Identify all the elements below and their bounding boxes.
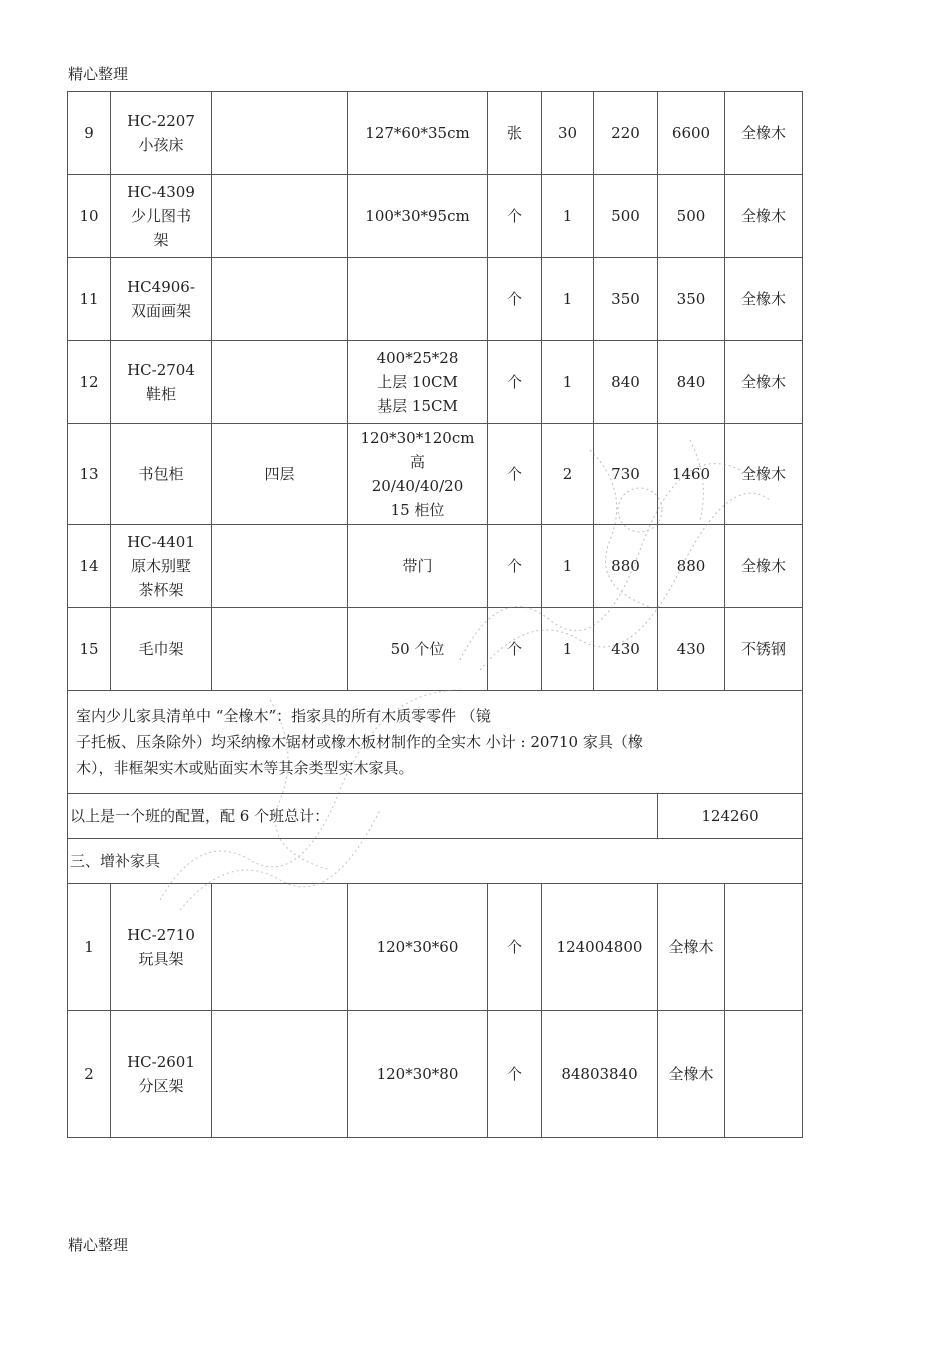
material-cell: 全橡木 bbox=[725, 175, 803, 258]
unit-cell: 个 bbox=[488, 175, 542, 258]
qty-cell: 1 bbox=[542, 175, 594, 258]
model-cell: 毛巾架 bbox=[111, 608, 212, 691]
qty-cell: 1 bbox=[542, 341, 594, 424]
model-cell: 书包柜 bbox=[111, 424, 212, 525]
qty-cell: 30 bbox=[542, 92, 594, 175]
qty-price-cell: 124004800 bbox=[542, 884, 658, 1011]
size-cell: 50 个位 bbox=[348, 608, 488, 691]
qty-cell: 2 bbox=[542, 424, 594, 525]
unit-cell: 个 bbox=[488, 341, 542, 424]
unit-cell: 个 bbox=[488, 884, 542, 1011]
size-cell bbox=[348, 258, 488, 341]
size-cell: 400*25*28 上层 10CM 基层 15CM bbox=[348, 341, 488, 424]
amount-cell: 6600 bbox=[658, 92, 725, 175]
material-cell: 不锈钢 bbox=[725, 608, 803, 691]
model-cell: HC-4309 少儿图书 架 bbox=[111, 175, 212, 258]
price-cell: 350 bbox=[594, 258, 658, 341]
page-footer: 精心整理 bbox=[68, 1236, 129, 1254]
table-row bbox=[68, 175, 803, 258]
empty-cell bbox=[725, 1011, 803, 1138]
furniture-table bbox=[67, 91, 803, 1138]
model-cell: HC-2704 鞋柜 bbox=[111, 341, 212, 424]
amount-cell: 840 bbox=[658, 341, 725, 424]
price-cell: 840 bbox=[594, 341, 658, 424]
model-cell: HC-4401 原木别墅 茶杯架 bbox=[111, 525, 212, 608]
table-row bbox=[68, 424, 803, 525]
size-cell: 120*30*80 bbox=[348, 1011, 488, 1138]
table-row bbox=[68, 1011, 803, 1138]
size-cell: 120*30*60 bbox=[348, 884, 488, 1011]
row-number: 15 bbox=[68, 608, 111, 691]
unit-cell: 个 bbox=[488, 1011, 542, 1138]
qty-price-cell: 84803840 bbox=[542, 1011, 658, 1138]
size-cell: 带门 bbox=[348, 525, 488, 608]
note-row bbox=[68, 691, 803, 794]
unit-cell: 个 bbox=[488, 608, 542, 691]
material-cell: 全橡木 bbox=[658, 884, 725, 1011]
price-cell: 880 bbox=[594, 525, 658, 608]
spec-cell bbox=[212, 92, 348, 175]
amount-cell: 1460 bbox=[658, 424, 725, 525]
page-header: 精心整理 bbox=[68, 65, 129, 83]
table-row bbox=[68, 608, 803, 691]
row-number: 12 bbox=[68, 341, 111, 424]
amount-cell: 880 bbox=[658, 525, 725, 608]
material-cell: 全橡木 bbox=[658, 1011, 725, 1138]
size-cell: 127*60*35cm bbox=[348, 92, 488, 175]
material-cell: 全橡木 bbox=[725, 341, 803, 424]
unit-cell: 个 bbox=[488, 258, 542, 341]
material-cell: 全橡木 bbox=[725, 258, 803, 341]
spec-cell bbox=[212, 525, 348, 608]
unit-cell: 个 bbox=[488, 424, 542, 525]
spec-cell: 四层 bbox=[212, 424, 348, 525]
spec-cell bbox=[212, 258, 348, 341]
table-row bbox=[68, 92, 803, 175]
note-line-2: 子托板、压条除外）均采纳橡木锯材或橡木板材制作的全实木 小计 : 20710 家具（橡 bbox=[76, 733, 643, 751]
amount-cell: 350 bbox=[658, 258, 725, 341]
amount-cell: 430 bbox=[658, 608, 725, 691]
total-row bbox=[68, 794, 803, 839]
qty-cell: 1 bbox=[542, 258, 594, 341]
material-cell: 全橡木 bbox=[725, 92, 803, 175]
qty-cell: 1 bbox=[542, 525, 594, 608]
row-number: 9 bbox=[68, 92, 111, 175]
row-number: 10 bbox=[68, 175, 111, 258]
row-number: 2 bbox=[68, 1011, 111, 1138]
size-cell: 120*30*120cm 高 20/40/40/20 15 柜位 bbox=[348, 424, 488, 525]
section-title: 三、增补家具 bbox=[68, 839, 803, 884]
unit-cell: 个 bbox=[488, 525, 542, 608]
spec-cell bbox=[212, 1011, 348, 1138]
price-cell: 220 bbox=[594, 92, 658, 175]
table-row bbox=[68, 341, 803, 424]
note-line-3: 木），非框架实木或贴面实木等其余类型实木家具。 bbox=[76, 759, 414, 777]
model-cell: HC-2207 小孩床 bbox=[111, 92, 212, 175]
table-row bbox=[68, 884, 803, 1011]
row-number: 14 bbox=[68, 525, 111, 608]
note-cell bbox=[68, 691, 803, 794]
price-cell: 430 bbox=[594, 608, 658, 691]
material-cell: 全橡木 bbox=[725, 424, 803, 525]
section-row bbox=[68, 839, 803, 884]
size-cell: 100*30*95cm bbox=[348, 175, 488, 258]
qty-cell: 1 bbox=[542, 608, 594, 691]
model-cell: HC-2710 玩具架 bbox=[111, 884, 212, 1011]
price-cell: 500 bbox=[594, 175, 658, 258]
row-number: 1 bbox=[68, 884, 111, 1011]
table-row bbox=[68, 258, 803, 341]
row-number: 11 bbox=[68, 258, 111, 341]
model-cell: HC-2601 分区架 bbox=[111, 1011, 212, 1138]
spec-cell bbox=[212, 175, 348, 258]
spec-cell bbox=[212, 341, 348, 424]
total-value: 124260 bbox=[658, 794, 803, 839]
model-cell: HC4906- 双面画架 bbox=[111, 258, 212, 341]
amount-cell: 500 bbox=[658, 175, 725, 258]
spec-cell bbox=[212, 884, 348, 1011]
unit-cell: 张 bbox=[488, 92, 542, 175]
empty-cell bbox=[725, 884, 803, 1011]
note-line-1: 室内少儿家具清单中 “全橡木”：指家具的所有木质零零件 （镜 bbox=[76, 707, 491, 725]
price-cell: 730 bbox=[594, 424, 658, 525]
total-label: 以上是一个班的配置，配 6 个班总计： bbox=[68, 794, 658, 839]
row-number: 13 bbox=[68, 424, 111, 525]
spec-cell bbox=[212, 608, 348, 691]
material-cell: 全橡木 bbox=[725, 525, 803, 608]
table-row bbox=[68, 525, 803, 608]
